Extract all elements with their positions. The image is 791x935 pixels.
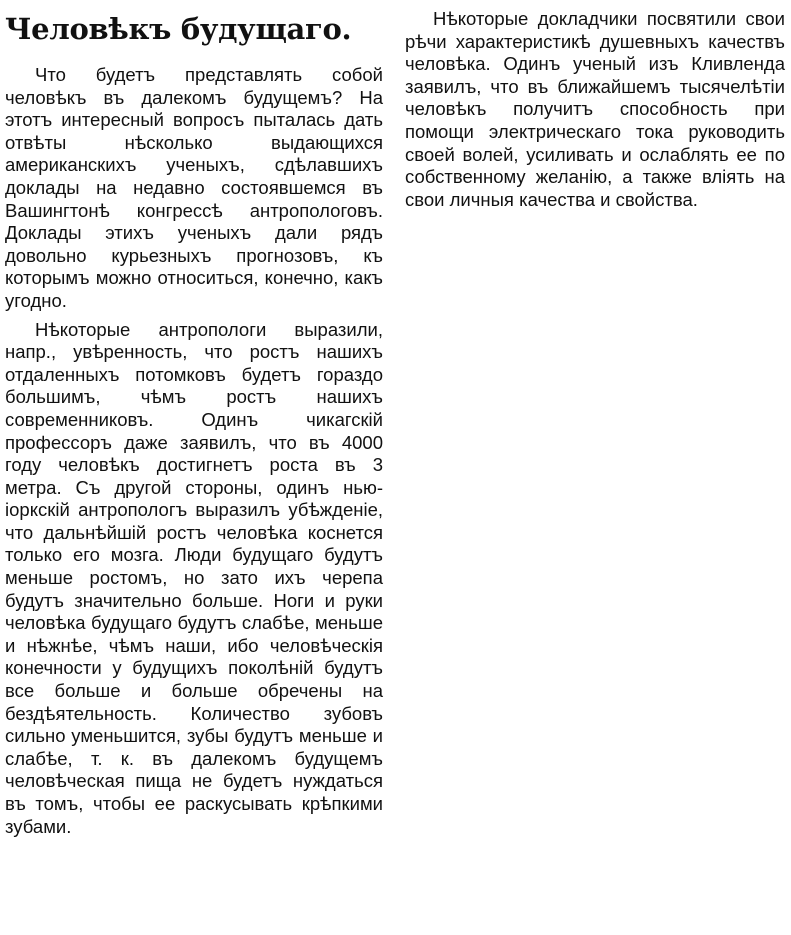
article-paragraph-1: Что будетъ представлять собой человѣкъ въ далекомъ будущемъ? На этотъ интересный вопросъ пыталась дать отвѣты нѣсколько выдающихся американскихъ ученыхъ, сдѣлавшихъ доклады на недавно состоявшемся въ Вашингтонѣ конгрессѣ антропологовъ. Доклады этихъ ученыхъ дали рядъ довольно курьезныхъ прогнозовъ, къ которымъ можно относиться, конечно, какъ угодно. <box>5 64 383 311</box>
right-column <box>405 8 785 211</box>
article-title: Человѣкъ будущаго. <box>5 12 352 46</box>
article-paragraph-2: Нѣкоторые антропологи выразили, напр., увѣренность, что ростъ нашихъ отдаленныхъ потомковъ будетъ гораздо большимъ, чѣмъ ростъ нашихъ современниковъ. Одинъ чикагскій профессоръ даже заявилъ, что въ 4000 году человѣкъ достигнетъ роста въ 3 метра. Съ другой стороны, одинъ нью-iоркскій антропологъ выразилъ убѣжденіе, что дальнѣйшій ростъ человѣка коснется только его мозга. Люди будущаго будутъ меньше ростомъ, но зато ихъ черепа будутъ значительно больше. Ноги и руки человѣка будущаго будутъ слабѣе, меньше и нѣжнѣе, чѣмъ наши, ибо человѣческія конечности у будущихъ поколѣній будутъ все больше и больше обречены на бездѣятельность. Количество зубовъ сильно уменьшится, зубы будутъ меньше и слабѣе, т. к. въ далекомъ будущемъ человѣческая пища не будетъ нуждаться въ томъ, чтобы ее раскусывать крѣпкими зубами. <box>5 318 383 837</box>
left-column <box>5 8 383 838</box>
article-paragraph-3: Нѣкоторые докладчики посвятили свои рѣчи характеристикѣ душевныхъ качествъ человѣка. Одинъ ученый изъ Кливленда заявилъ, что въ ближайшемъ тысячелѣтіи человѣкъ получитъ способность при помощи электрическаго тока руководить своей волей, усиливать и ослаблять ее по собственному желанію, а также вліять на свои личныя качества и свойства. <box>405 8 785 210</box>
